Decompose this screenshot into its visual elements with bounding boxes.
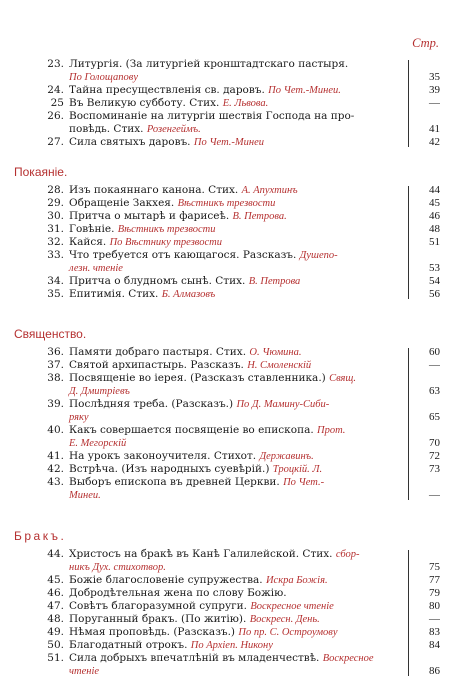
section-title: Покаяніе. bbox=[14, 165, 68, 179]
entry-title: Что требуется отъ кающагося. Разсказъ. bbox=[69, 249, 300, 261]
entry-source: Прот. bbox=[317, 425, 346, 436]
entry-source: сбор- bbox=[335, 549, 360, 560]
toc-section bbox=[14, 160, 440, 301]
toc-entry bbox=[40, 424, 440, 450]
toc-entry bbox=[40, 652, 440, 678]
page-number: 60 bbox=[429, 346, 440, 358]
toc-entry bbox=[40, 275, 440, 288]
entry-source: Д. Дмитріевъ bbox=[69, 386, 130, 397]
entry-title: На урокъ законоучителя. Стихот. bbox=[69, 450, 260, 462]
entry-number: 43. bbox=[47, 476, 64, 488]
toc-entry bbox=[40, 476, 440, 502]
entry-title: повѣдь. Стих. bbox=[69, 123, 147, 135]
entry-number: 31. bbox=[47, 223, 64, 235]
toc-entry bbox=[40, 548, 440, 574]
entry-number: 46. bbox=[47, 587, 64, 599]
entry-title: Въ Великую субботу. Стих. bbox=[69, 97, 223, 109]
page-number: 72 bbox=[429, 450, 440, 462]
page-number: 44 bbox=[429, 184, 440, 196]
entry-source: ряку bbox=[69, 412, 89, 423]
entry-number: 33. bbox=[47, 249, 64, 261]
toc-entry bbox=[40, 210, 440, 223]
page-number: 65 bbox=[429, 411, 440, 423]
page-number: — bbox=[429, 489, 440, 501]
page-number: 46 bbox=[429, 210, 440, 222]
toc-entry bbox=[40, 136, 440, 149]
entry-source: Воскресн. День. bbox=[249, 614, 320, 625]
entry-number: 32. bbox=[47, 236, 64, 248]
toc-entry bbox=[40, 600, 440, 613]
entry-source: чтеніе bbox=[69, 666, 100, 677]
entry-source: По Чет.-Минеи bbox=[193, 137, 265, 148]
page-number: 42 bbox=[429, 136, 440, 148]
entry-title: Памяти добраго пастыря. Стих. bbox=[69, 346, 250, 358]
entry-number: 41. bbox=[47, 450, 64, 462]
entry-source: В. Петрова. bbox=[232, 211, 287, 222]
entry-source: По Чет.-Минеи. bbox=[268, 85, 341, 96]
entry-source: По Чет.- bbox=[283, 477, 325, 488]
entry-title: Посвященіе во iерея. (Разсказъ ставленника.) bbox=[69, 372, 330, 384]
entry-number: 49. bbox=[47, 626, 64, 638]
page-number: 41 bbox=[429, 123, 440, 135]
entry-number: 39. bbox=[47, 398, 64, 410]
entry-source: Е. Львова. bbox=[222, 98, 269, 109]
entry-number: 28. bbox=[47, 184, 64, 196]
page-number: 70 bbox=[429, 437, 440, 449]
toc-entry bbox=[40, 463, 440, 476]
toc-entries bbox=[40, 346, 440, 502]
entry-source: Свящ. bbox=[329, 373, 356, 384]
toc-entry bbox=[40, 97, 440, 110]
page-column-header: Стр. bbox=[412, 36, 439, 50]
entry-source: А. Апухтинъ bbox=[241, 185, 298, 196]
toc-entry bbox=[40, 249, 440, 275]
page-number: 83 bbox=[429, 626, 440, 638]
entry-title: Притча о мытарѣ и фарисеѣ. bbox=[69, 210, 233, 222]
entry-title: Говѣніе. bbox=[69, 223, 118, 235]
toc-entry bbox=[40, 613, 440, 626]
entry-number: 35. bbox=[47, 288, 64, 300]
entry-number: 23. bbox=[47, 58, 64, 70]
page-number: 39 bbox=[429, 84, 440, 96]
page-number: 75 bbox=[429, 561, 440, 573]
toc-entry bbox=[40, 639, 440, 652]
page-number: 77 bbox=[429, 574, 440, 586]
toc-entries bbox=[40, 548, 440, 678]
entry-number: 42. bbox=[47, 463, 64, 475]
entry-number: 29. bbox=[47, 197, 64, 209]
entry-number: 34. bbox=[47, 275, 64, 287]
page-number: — bbox=[429, 97, 440, 109]
page-number: 56 bbox=[429, 288, 440, 300]
entry-number: 24. bbox=[47, 84, 64, 96]
toc-entry bbox=[40, 197, 440, 210]
entry-title: Изъ покаяннаго канона. Стих. bbox=[69, 184, 242, 196]
entry-title: Воспоминаніе на литургіи шествія Господа на про- bbox=[69, 110, 355, 122]
toc-section bbox=[14, 524, 440, 678]
entry-source: Б. Алмазовъ bbox=[161, 289, 216, 300]
toc-entry bbox=[40, 626, 440, 639]
page-number: 53 bbox=[429, 262, 440, 274]
toc-section bbox=[14, 58, 440, 149]
entry-title: Благодатный отрокъ. bbox=[69, 639, 191, 651]
page-number: 48 bbox=[429, 223, 440, 235]
page-number: 63 bbox=[429, 385, 440, 397]
entry-source: Троцкій. Л. bbox=[272, 464, 323, 475]
entry-title: Нѣмая проповѣдь. (Разсказъ.) bbox=[69, 626, 239, 638]
entry-number: 45. bbox=[47, 574, 64, 586]
entry-number: 50. bbox=[47, 639, 64, 651]
toc-entry bbox=[40, 84, 440, 97]
entry-source: Розенгеймъ. bbox=[146, 124, 201, 135]
toc-entry bbox=[40, 398, 440, 424]
toc-entry bbox=[40, 450, 440, 463]
section-title: Бракъ. bbox=[14, 529, 67, 543]
page-number: 54 bbox=[429, 275, 440, 287]
page-number: 79 bbox=[429, 587, 440, 599]
entry-source: Вѣстникъ трезвости bbox=[177, 198, 276, 209]
page-number: 86 bbox=[429, 665, 440, 677]
entry-number: 25 bbox=[50, 97, 64, 109]
entry-source: По Д. Мамину-Сиби- bbox=[236, 399, 330, 410]
entry-title: Кайся. bbox=[69, 236, 110, 248]
entry-source: никъ Дух. стихотвор. bbox=[69, 562, 166, 573]
entry-title: Встрѣча. (Изъ народныхъ суевѣрій.) bbox=[69, 463, 273, 475]
entry-number: 40. bbox=[47, 424, 64, 436]
entry-source: лезн. чтеніе bbox=[69, 263, 123, 274]
toc-entries bbox=[40, 184, 440, 301]
entry-source: По Архіеп. Никону bbox=[190, 640, 273, 651]
entry-title: Поруганный бракъ. (По житію). bbox=[69, 613, 250, 625]
entry-title: Какъ совершается посвященіе во епископа. bbox=[69, 424, 318, 436]
entry-source: Вѣстникъ трезвости bbox=[117, 224, 216, 235]
toc-entry bbox=[40, 346, 440, 359]
toc-entry bbox=[40, 223, 440, 236]
entry-number: 30. bbox=[47, 210, 64, 222]
toc-entry bbox=[40, 236, 440, 249]
entry-source: Державинъ. bbox=[259, 451, 314, 462]
entry-source: Минеи. bbox=[69, 490, 101, 501]
entry-number: 26. bbox=[47, 110, 64, 122]
entry-title: Епитимія. Стих. bbox=[69, 288, 162, 300]
page-number: 73 bbox=[429, 463, 440, 475]
entry-source: По Голощапову bbox=[69, 72, 138, 83]
entry-source: Е. Мегорскій bbox=[69, 438, 127, 449]
entry-source: О. Чюмина. bbox=[249, 347, 302, 358]
entry-title: Обращеніе Закхея. bbox=[69, 197, 178, 209]
page-number: 84 bbox=[429, 639, 440, 651]
entry-source: Воскресное чтеніе bbox=[250, 601, 334, 612]
entry-title: Совѣтъ благоразумной супруги. bbox=[69, 600, 251, 612]
page-number: 80 bbox=[429, 600, 440, 612]
toc-entry bbox=[40, 372, 440, 398]
entry-title: Выборъ епископа въ древней Церкви. bbox=[69, 476, 284, 488]
entry-number: 38. bbox=[47, 372, 64, 384]
entry-number: 44. bbox=[47, 548, 64, 560]
entry-source: По пр. С. Остроумову bbox=[238, 627, 338, 638]
toc-entry bbox=[40, 184, 440, 197]
entry-number: 37. bbox=[47, 359, 64, 371]
toc-entry bbox=[40, 288, 440, 301]
entry-title: Добродѣтельная жена по слову Божію. bbox=[69, 587, 287, 599]
entry-source: По Вѣстнику трезвости bbox=[109, 237, 222, 248]
entry-title: Притча о блудномъ сынѣ. Стих. bbox=[69, 275, 249, 287]
entry-title: Послѣдняя треба. (Разсказъ.) bbox=[69, 398, 237, 410]
entry-number: 51. bbox=[47, 652, 64, 664]
toc-entry bbox=[40, 574, 440, 587]
entry-number: 48. bbox=[47, 613, 64, 625]
section-title: Священство. bbox=[14, 327, 87, 341]
toc-entries bbox=[40, 58, 440, 149]
toc-section bbox=[14, 322, 440, 502]
page-number: 35 bbox=[429, 71, 440, 83]
page-number: — bbox=[429, 359, 440, 371]
entry-source: Душепо- bbox=[299, 250, 338, 261]
entry-title: Божіе благословеніе супружества. bbox=[69, 574, 266, 586]
entry-number: 47. bbox=[47, 600, 64, 612]
entry-title: Литургія. (За литургіей кронштадтскаго пастыря. bbox=[69, 58, 349, 70]
page-number: — bbox=[429, 613, 440, 625]
entry-source: Искра Божія. bbox=[265, 575, 328, 586]
entry-source: Воскресное bbox=[322, 653, 374, 664]
toc-entry bbox=[40, 359, 440, 372]
entry-title: Христосъ на бракѣ въ Канѣ Галилейской. Стих. bbox=[69, 548, 336, 560]
toc-entry bbox=[40, 587, 440, 600]
entry-title: Тайна пресуществленія св. даровъ. bbox=[69, 84, 269, 96]
entry-title: Святой архипастырь. Разсказъ. bbox=[69, 359, 248, 371]
toc-entry bbox=[40, 58, 440, 84]
entry-number: 27. bbox=[47, 136, 64, 148]
entry-title: Сила святыхъ даровъ. bbox=[69, 136, 194, 148]
toc-entry bbox=[40, 110, 440, 136]
entry-title: Сила добрыхъ впечатлѣній въ младенчествѣ. bbox=[69, 652, 323, 664]
entry-number: 36. bbox=[47, 346, 64, 358]
page-number: 45 bbox=[429, 197, 440, 209]
entry-source: Н. Смоленскій bbox=[247, 360, 312, 371]
page-number: 51 bbox=[429, 236, 440, 248]
entry-source: В. Петрова bbox=[248, 276, 301, 287]
